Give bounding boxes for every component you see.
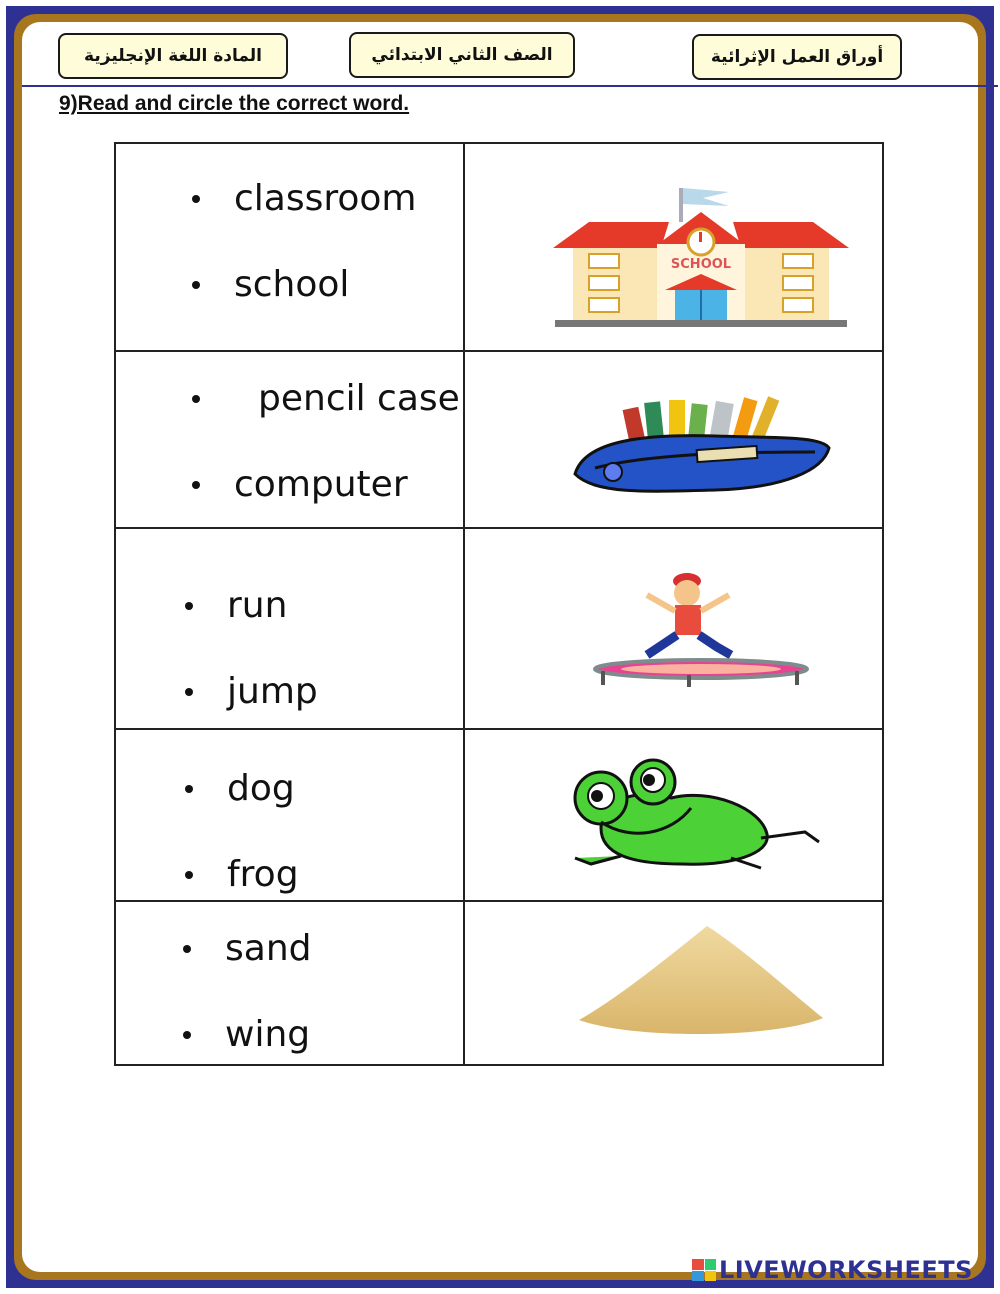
option-label: computer — [234, 464, 408, 505]
options-cell — [115, 143, 464, 351]
bullet-icon — [192, 481, 200, 489]
school-building-icon — [553, 184, 849, 330]
liveworksheets-logo-icon — [692, 1259, 716, 1281]
bullet-icon — [192, 195, 200, 203]
option-word[interactable] — [183, 928, 311, 969]
options-cell — [115, 729, 464, 901]
picture-cell — [464, 528, 883, 729]
sand-pile-icon — [575, 920, 827, 1040]
option-label: classroom — [234, 178, 417, 219]
options-cell — [115, 901, 464, 1065]
option-word[interactable] — [185, 854, 299, 895]
liveworksheets-brand — [692, 1256, 973, 1284]
svg-text:SCHOOL: SCHOOL — [670, 257, 732, 272]
option-word[interactable] — [192, 378, 460, 419]
bullet-icon — [185, 785, 193, 793]
option-label: wing — [225, 1014, 311, 1055]
option-label: frog — [227, 854, 299, 895]
table-row — [115, 901, 883, 1065]
picture-cell — [464, 351, 883, 528]
frog-icon — [561, 758, 823, 874]
header-worksheets-label: أوراق العمل الإثرائية — [710, 47, 884, 67]
option-label: jump — [227, 671, 318, 712]
option-label: school — [234, 264, 350, 305]
bullet-icon — [192, 281, 200, 289]
bullet-icon — [185, 688, 193, 696]
header-grade-label: الصف الثاني الابتدائي — [371, 45, 553, 65]
option-word[interactable] — [192, 464, 408, 505]
picture-cell — [464, 143, 883, 351]
table-row — [115, 729, 883, 901]
table-row — [115, 143, 883, 351]
bullet-icon — [185, 871, 193, 879]
option-label: run — [227, 585, 288, 626]
option-label: sand — [225, 928, 312, 969]
table-row — [115, 528, 883, 729]
table-row — [115, 351, 883, 528]
header-subject-label: المادة اللغة الإنجليزية — [84, 46, 262, 66]
header-divider — [22, 85, 998, 87]
boy-jumping-trampoline-icon — [591, 571, 811, 687]
option-word[interactable] — [185, 585, 287, 626]
options-cell — [115, 528, 464, 729]
exercise-table — [114, 142, 884, 1066]
header-worksheets-box — [692, 34, 902, 80]
bullet-icon — [183, 1031, 191, 1039]
instruction-text: 9)Read and circle the correct word. — [59, 92, 410, 115]
header-grade-box — [349, 32, 575, 78]
header-subject-box — [58, 33, 288, 79]
option-label: dog — [227, 768, 295, 809]
pencil-case-icon — [565, 390, 835, 500]
bullet-icon — [192, 395, 200, 403]
bullet-icon — [185, 602, 193, 610]
brand-label: LIVEWORKSHEETS — [719, 1256, 973, 1284]
option-word[interactable] — [192, 264, 349, 305]
option-word[interactable] — [192, 178, 417, 219]
picture-cell — [464, 729, 883, 901]
options-cell — [115, 351, 464, 528]
option-word[interactable] — [185, 768, 295, 809]
bullet-icon — [183, 945, 191, 953]
option-label: pencil case — [258, 378, 460, 419]
picture-cell — [464, 901, 883, 1065]
option-word[interactable] — [185, 671, 318, 712]
option-word[interactable] — [183, 1014, 310, 1055]
